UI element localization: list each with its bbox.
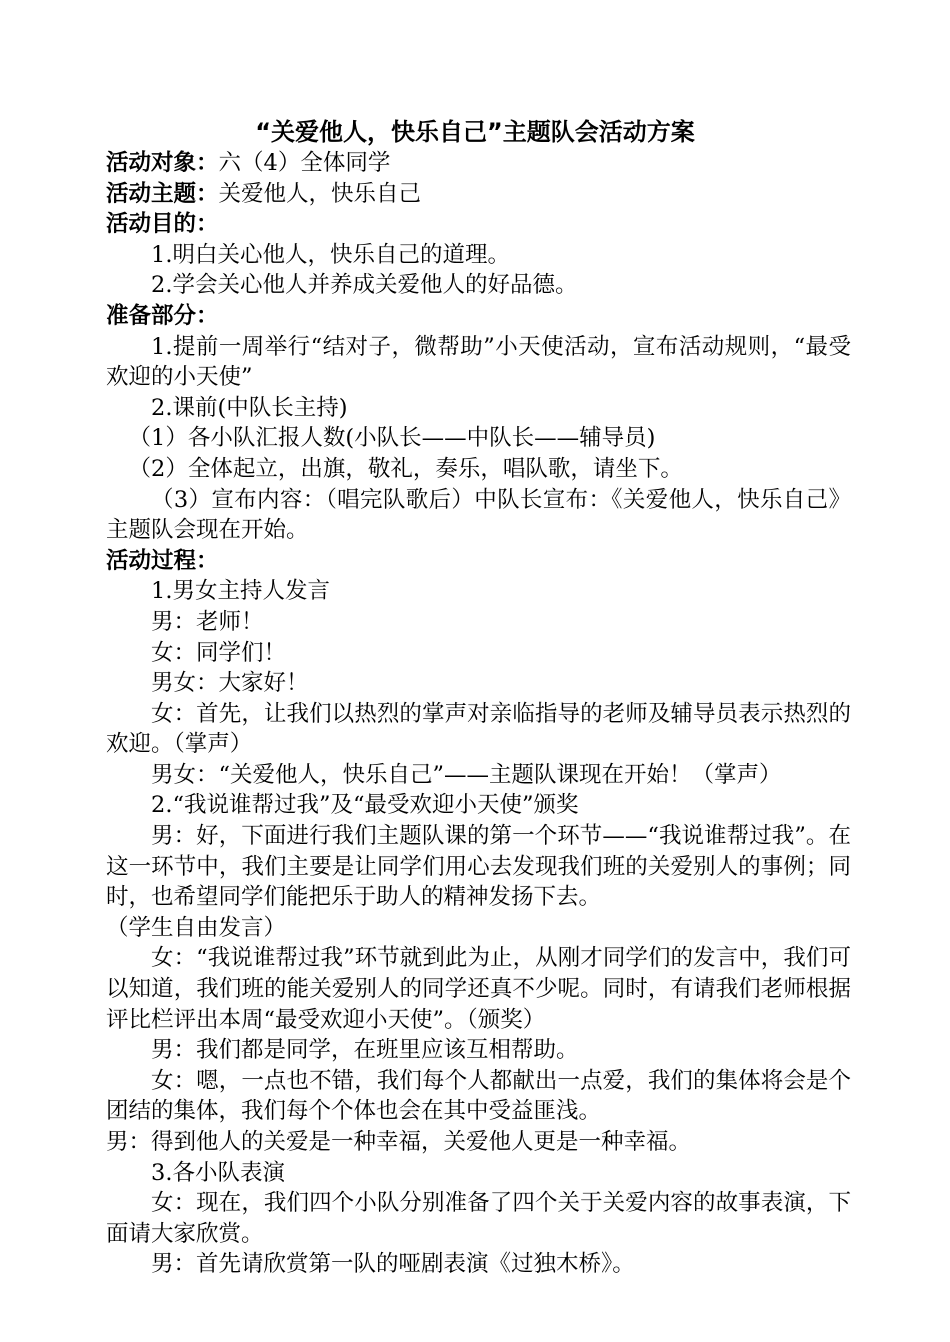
- prep-paragraph: 2.课前(中队长主持): [151, 394, 348, 421]
- process-paragraph: 女：嗯，一点也不错，我们每个人都献出一点爱，我们的集体将会是个团结的集体，我们每个个体也会在其中受益匪浅。: [106, 1067, 851, 1125]
- process-paragraph: （学生自由发言）: [106, 914, 287, 941]
- process-paragraph: 3.各小队表演: [151, 1159, 285, 1186]
- prep-heading: [106, 301, 851, 332]
- prep-paragraph: 1.提前一周举行“结对子，微帮助”小天使活动，宣布活动规则，“最受欢迎的小天使”: [106, 333, 851, 391]
- process-paragraph: 男：得到他人的关爱是一种幸福，关爱他人更是一种幸福。: [106, 1129, 692, 1155]
- process-paragraph: 男：好，下面进行我们主题队课的第一个环节——“我说谁帮过我”。在这一环节中，我们主要是让同学们用心去发现我们班的关爱别人的事例；同时，也希望同学们能把乐于助人的精神发扬下去。: [106, 823, 851, 911]
- prep-paragraph: （3）宣布内容：（唱完队歌后）中队长宣布：《关爱他人，快乐自己》主题队会现在开始。: [106, 486, 851, 544]
- theme-value: 关爱他人，快乐自己: [218, 180, 422, 207]
- process-paragraph: 1.男女主持人发言: [151, 578, 330, 605]
- purpose-label: 活动目的：: [106, 211, 219, 238]
- prep-label: 准备部分：: [106, 302, 219, 329]
- target-value: 六（4）全体同学: [218, 150, 391, 176]
- purpose-item: 1.明白关心他人，快乐自己的道理。: [151, 241, 510, 268]
- theme-line: [106, 179, 851, 210]
- theme-label: 活动主题：: [106, 180, 219, 207]
- purpose-item: 2.学会关心他人并养成关爱他人的好品德。: [151, 272, 578, 299]
- process-paragraph: 男：首先请欣赏第一队的哑剧表演《过独木桥》。: [151, 1251, 635, 1278]
- process-paragraph: 男：我们都是同学，在班里应该互相帮助。: [151, 1037, 579, 1064]
- prep-paragraph: （2）全体起立，出旗，敬礼，奏乐，唱队歌，请坐下。: [128, 455, 683, 482]
- purpose-heading: [106, 209, 851, 240]
- process-paragraph: 2.“我说谁帮过我”及“最受欢迎小天使”颁奖: [151, 792, 579, 819]
- prep-paragraph: （1）各小队汇报人数(小队长——中队长——辅导员): [128, 425, 656, 452]
- target-line: [106, 148, 851, 179]
- process-paragraph: 女：“我说谁帮过我”环节就到此为止，从刚才同学们的发言中，我们可以知道，我们班的能关爱别人的同学还真不少呢。同时，有请我们老师根据评比栏评出本周“最受欢迎小天使”。（颁奖）: [106, 945, 851, 1033]
- process-label: 活动过程：: [106, 547, 219, 574]
- document-body: [106, 148, 851, 1280]
- process-paragraph: 男：老师！: [151, 608, 264, 635]
- process-heading: [106, 546, 851, 577]
- process-paragraph: 男女：大家好！: [151, 670, 309, 697]
- process-paragraph: 女：首先，让我们以热烈的掌声对亲临指导的老师及辅导员表示热烈的欢迎。（掌声）: [106, 700, 851, 758]
- target-label: 活动对象：: [106, 150, 219, 176]
- document-title: “关爱他人，快乐自己”主题队会活动方案: [255, 118, 695, 146]
- process-paragraph: 女：现在，我们四个小队分别准备了四个关于关爱内容的故事表演，下面请大家欣赏。: [106, 1190, 851, 1247]
- process-paragraph: 女：同学们！: [151, 639, 287, 666]
- process-paragraph: 男女：“关爱他人，快乐自己”——主题队课现在开始！（掌声）: [151, 761, 782, 788]
